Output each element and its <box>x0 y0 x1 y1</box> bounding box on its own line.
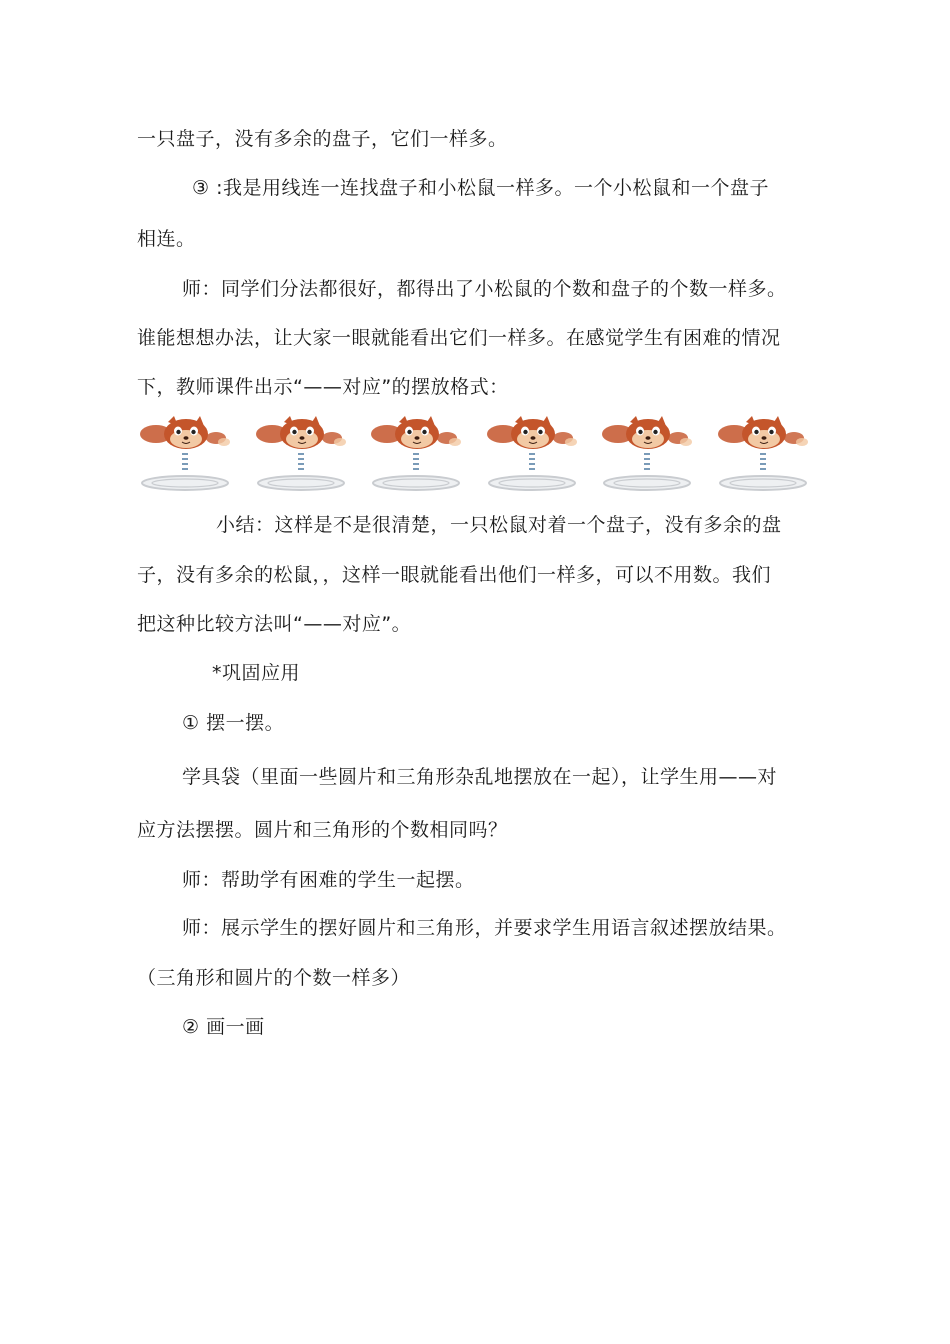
paragraph-line: 师：同学们分法都很好，都得出了小松鼠的个数和盘子的个数一样多。 <box>182 278 787 300</box>
squirrel-plate-pair <box>485 416 579 496</box>
connector-dots <box>411 452 421 474</box>
squirrel-plate-pair <box>369 416 463 496</box>
plate-icon <box>140 474 230 492</box>
section-heading: *巩固应用 <box>212 662 301 684</box>
squirrel-icon <box>369 416 463 452</box>
plate-icon <box>602 474 692 492</box>
paragraph-line: 师：帮助学有困难的学生一起摆。 <box>182 869 475 891</box>
paragraph-line: ③ :我是用线连一连找盘子和小松鼠一样多。一个小松鼠和一个盘子 <box>192 177 769 199</box>
plate-icon <box>487 474 577 492</box>
squirrel-plate-pair <box>138 416 232 496</box>
connector-dots <box>527 452 537 474</box>
paragraph-line: 小结：这样是不是很清楚，一只松鼠对着一个盘子，没有多余的盘 <box>216 514 782 536</box>
paragraph-line: 学具袋（里面一些圆片和三角形杂乱地摆放在一起），让学生用——对 <box>182 766 778 788</box>
squirrel-icon <box>600 416 694 452</box>
squirrel-plate-pair <box>254 416 348 496</box>
paragraph-line: 子，没有多余的松鼠，，这样一眼就能看出他们一样多，可以不用数。我们 <box>137 564 772 586</box>
paragraph-line: ① 摆一摆。 <box>182 712 285 734</box>
paragraph-line: 相连。 <box>137 228 196 250</box>
connector-dots <box>758 452 768 474</box>
paragraph-line: 下，教师课件出示“——对应”的摆放格式： <box>137 376 509 398</box>
paragraph-line: （三角形和圆片的个数一样多） <box>137 967 411 989</box>
one-to-one-figure <box>138 416 818 496</box>
paragraph-line: 一只盘子，没有多余的盘子，它们一样多。 <box>137 128 508 150</box>
paragraph-line: 把这种比较方法叫“——对应”。 <box>137 613 412 635</box>
squirrel-icon <box>138 416 232 452</box>
squirrel-plate-pair <box>716 416 810 496</box>
plate-icon <box>718 474 808 492</box>
connector-dots <box>296 452 306 474</box>
squirrel-plate-pair <box>600 416 694 496</box>
paragraph-line: 师：展示学生的摆好圆片和三角形，并要求学生用语言叙述摆放结果。 <box>182 917 787 939</box>
squirrel-icon <box>254 416 348 452</box>
paragraph-line: 谁能想想办法，让大家一眼就能看出它们一样多。在感觉学生有困难的情况 <box>137 327 781 349</box>
paragraph-line: ② 画一画 <box>182 1016 265 1038</box>
paragraph-line: 应方法摆摆。圆片和三角形的个数相同吗？ <box>137 819 508 841</box>
squirrel-icon <box>716 416 810 452</box>
squirrel-icon <box>485 416 579 452</box>
plate-icon <box>256 474 346 492</box>
connector-dots <box>180 452 190 474</box>
connector-dots <box>642 452 652 474</box>
plate-icon <box>371 474 461 492</box>
